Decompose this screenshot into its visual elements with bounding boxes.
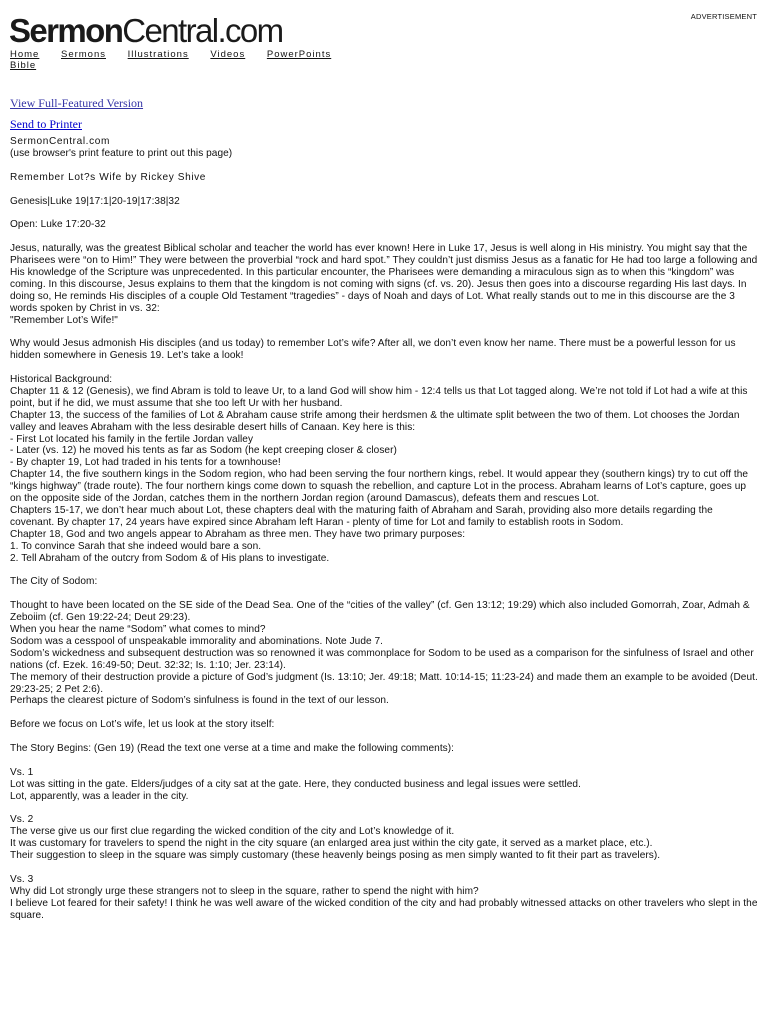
print-note: (use browser's print feature to print out this page) xyxy=(10,147,233,159)
paragraph: Vs. 3 Why did Lot strongly urge these strangers not to sleep in the square, rather to spend the night with him? I believe Lot feared for their safety! I think he was well aware of the wicked condition of the city and had probably witnessed attacks on other travelers who slept in the square. xyxy=(10,873,758,921)
paragraph: Jesus, naturally, was the greatest Biblical scholar and teacher the world has ever known! Here in Luke 17, Jesus is well along in His ministry. You might say that the Pharisees were “on to Him!” They were between the proverbial “rock and hard spot.” They couldn’t just dismiss Jesus as a fanatic for He had too large a following and His knowledge of the Scripture was unprecedented. In this particular encounter, the Pharisees were demanding a miraculous sign as to when this “kingdom” was coming. In this discourse, Jesus explains to them that the kingdom is not coming with signs (cf. vs. 20). Jesus then goes into a discourse regarding His last days. In doing so, He reminds His disciples of a couple Old Testament “tragedies” - days of Noah and days of Lot. What really stands out to me in this discourse are the 3 words spoken by Christ in vs. 32: "Remember Lot’s Wife!" xyxy=(10,243,758,326)
paragraph: The Story Begins: (Gen 19) (Read the text one verse at a time and make the following comments): xyxy=(10,743,455,755)
paragraph: Historical Background: Chapter 11 & 12 (Genesis), we find Abram is told to leave Ur, to a land God will show him - 12:4 tells us that Lot tagged along. We’re not told if Lot had a wife at this point, but if he did, we must assume that she too left Ur with her husband. Chapter 13, the success of the families of Lot & Abraham cause strife among their herdsmen & the ultimate split between the two of them. Lot chooses the Jordan valley and leaves Abraham with the less desirable desert hills of Canaan. Key here is this: - First Lot located his family in the fertile Jordan valley - Later (vs. 12) he moved his tents as far as Sodom (he kept creeping closer & closer) - By chapter 19, Lot had traded in his tents for a townhouse! Chapter 14, the five southern kings in the Sodom region, who had been serving the four northern kings, rebel. It would appear they (southern kings) try to cut off the “kings highway” (trade route). The four northern kings come down to squash the rebellion, and capture Lot in the process. Abraham learns of Lot’s capture, goes up on the opposite side of the Jordan, catches them in the northern Jordan region (around Damascus), defeats them and rescues Lot. Chapters 15-17, we don’t hear much about Lot, these chapters deal with the maturing faith of Abraham and Sarah, providing also more details regarding the covenant. By chapter 17, 24 years have expired since Abraham left Haran - plenty of time for Lot and family to establish roots in Sodom. Chapter 18, God and two angels appear to Abraham as three men. They have two primary purposes: 1. To convince Sarah that she indeed would bare a son. 2. Tell Abraham of the outcry from Sodom & of His plans to investigate. xyxy=(10,374,749,564)
logo-bold: Sermon xyxy=(9,12,123,49)
paragraph: Before we focus on Lot’s wife, let us look at the story itself: xyxy=(10,719,275,731)
paragraph: Thought to have been located on the SE side of the Dead Sea. One of the “cities of the valley” (cf. Gen 13:12; 19:29) which also included Gomorrah, Zoar, Admah & Zeboiim (cf. Gen 19:22-24; Deut 29:23). When you hear the name “Sodom” what comes to mind? Sodom was a cesspool of unspeakable immorality and abominations. Note Jude 7. Sodom’s wickedness and subsequent destruction was so renowned it was commonplace for Sodom to be used as a comparison for the sinfulness of Israel and other nations (cf. Ezek. 16:49-50; Deut. 32:32; Is. 1:10; Jer. 23:14). The memory of their destruction provide a picture of God’s judgment (Is. 13:10; Jer. 49:18; Matt. 10:14-15; 11:23-24) and made them an example to be avoided (Deut. 29:23-25; 2 Pet 2:6). Perhaps the clearest picture of Sodom’s sinfulness is found in the text of our lesson. xyxy=(10,600,758,707)
opening-text: Open: Luke 17:20-32 xyxy=(10,219,106,231)
advertisement-label: ADVERTISEMENT xyxy=(690,12,757,21)
nav-sermons[interactable]: Sermons xyxy=(60,49,106,60)
full-version-link[interactable]: View Full-Featured Version xyxy=(10,96,144,110)
sermon-title: Remember Lot?s Wife by Rickey Shive xyxy=(10,171,207,183)
nav-videos[interactable]: Videos xyxy=(210,49,246,60)
site-header xyxy=(0,0,768,95)
logo-light: Central.com xyxy=(122,12,283,49)
nav-powerpoints[interactable]: PowerPoints xyxy=(266,49,332,60)
site-logo[interactable] xyxy=(9,13,283,49)
page-links xyxy=(10,96,143,131)
paragraph: Vs. 2 The verse give us our first clue regarding the wicked condition of the city and Lot’s knowledge of it. It was customary for travelers to spend the night in the city square (an enlarged area just within the city gate, it served as a market place, etc.). Their suggestion to sleep in the square was simply customary (these heavenly beings posing as men simply wanted to fit their part as travelers). xyxy=(10,814,661,862)
paragraph: Why would Jesus admonish His disciples (and us today) to remember Lot’s wife? After all, we don’t even know her name. There must be a powerful lesson for us hidden somewhere in Genesis 19. Let’s take a look! xyxy=(10,338,736,362)
send-to-printer-link[interactable]: Send to Printer xyxy=(10,117,82,131)
nav-illustrations[interactable]: Illustrations xyxy=(127,49,189,60)
nav-home[interactable]: Home xyxy=(10,49,40,60)
site-name: SermonCentral.com xyxy=(10,136,110,147)
sermon-content xyxy=(10,136,758,934)
section-heading: The City of Sodom: xyxy=(10,576,98,588)
scripture-refs: Genesis|Luke 19|17:1|20-19|17:38|32 xyxy=(10,195,180,207)
paragraph: Vs. 1 Lot was sitting in the gate. Elders/judges of a city sat at the gate. Here, they conducted business and legal issues were settled. Lot, apparently, was a leader in the city. xyxy=(10,766,581,802)
nav-bible[interactable]: Bible xyxy=(10,59,37,71)
main-nav xyxy=(10,50,349,71)
